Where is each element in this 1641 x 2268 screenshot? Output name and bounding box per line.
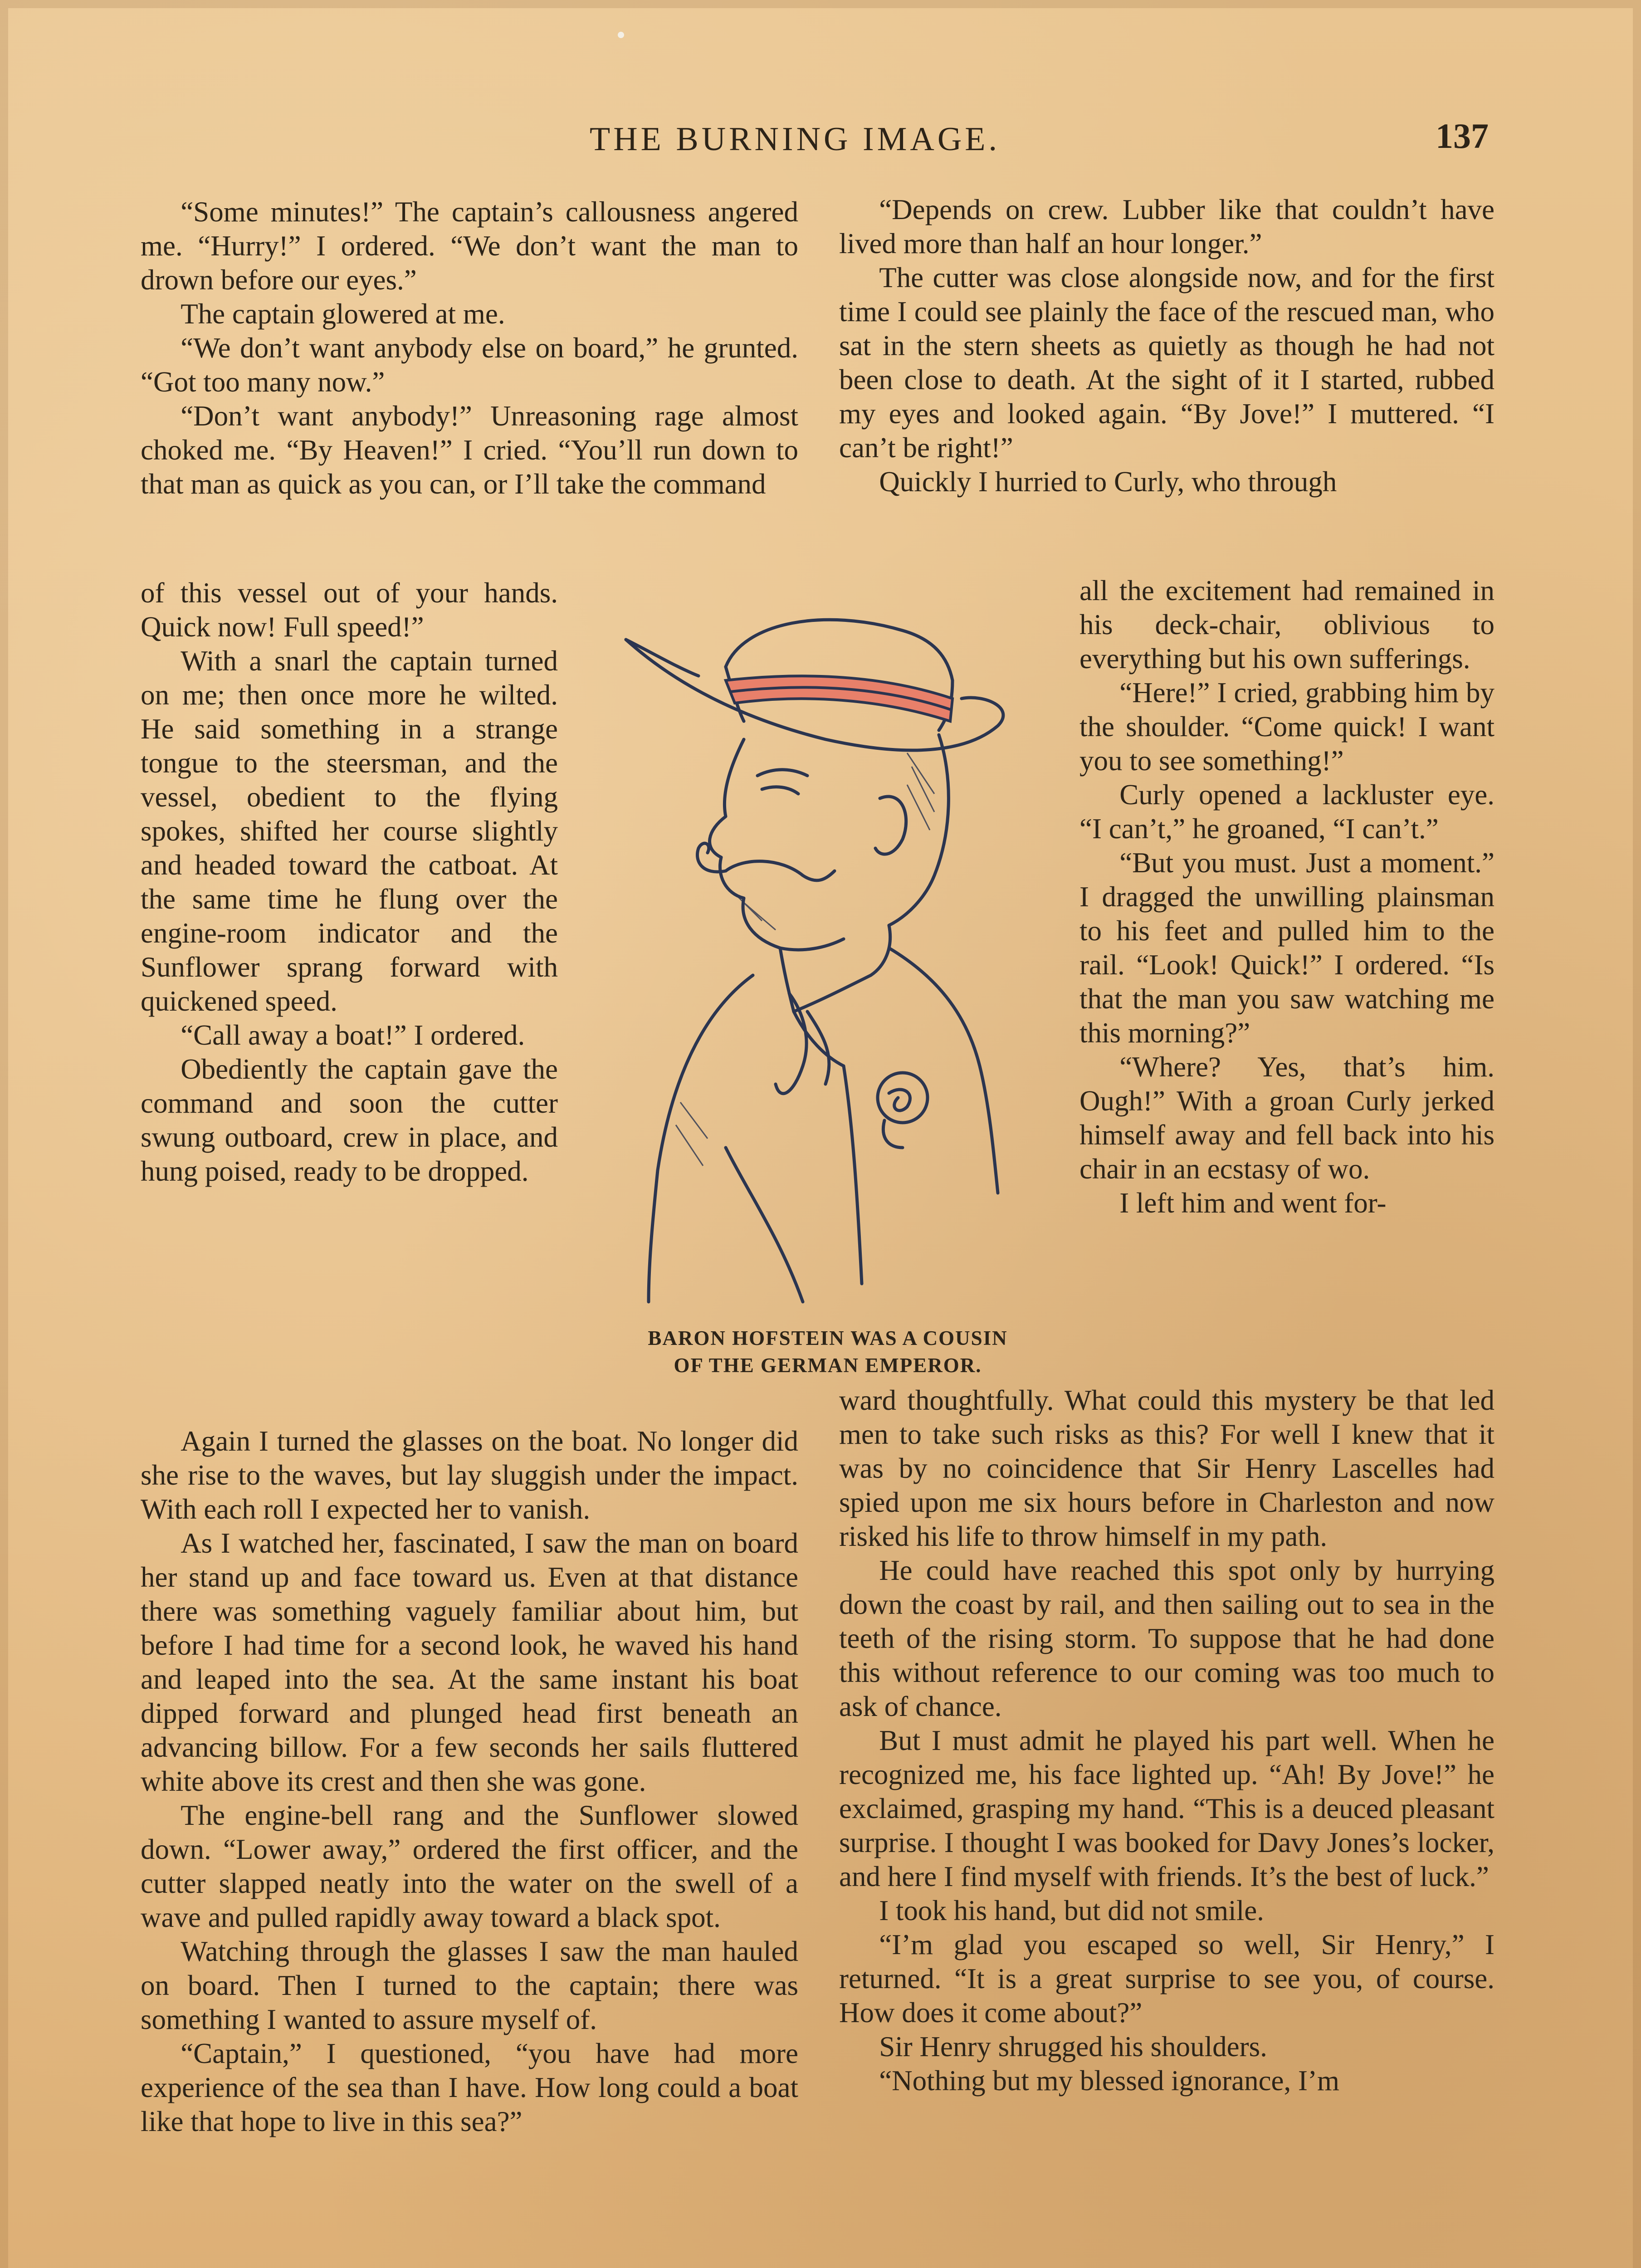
paragraph: “I’m glad you escaped so well, Sir Henry,” I returned. “It is a great surprise to see you, of course. How does it come about?” — [839, 1929, 1494, 2028]
paragraph: The engine-bell rang and the Sunflower slowed down. “Lower away,” ordered the first officer, and the cutter slapped neatly into the water on the swell of a wave and pulled rapidly away toward a black spot. — [141, 1799, 798, 1933]
page-number: 137 — [1436, 116, 1489, 156]
paragraph: all the excitement had remained in his deck-chair, oblivious to everything but his own sufferings. — [1079, 575, 1494, 675]
man-in-straw-hat-portrait-icon — [590, 603, 1052, 1311]
left-column-top — [141, 195, 798, 501]
paragraph: Obediently the captain gave the command and soon the cutter swung outboard, crew in place, and hung poised, ready to be dropped. — [141, 1053, 558, 1187]
right-column-wrap — [1079, 574, 1494, 1220]
paragraph: Curly opened a lackluster eye. “I can’t,” he groaned, “I can’t.” — [1079, 779, 1494, 845]
paragraph: Sir Henry shrugged his shoulders. — [879, 2031, 1267, 2063]
paragraph: “Depends on crew. Lubber like that couldn’t have lived more than half an hour longer.” — [839, 194, 1494, 259]
paragraph: ward thoughtfully. What could this mystery be that led men to take such risks as this? For well I knew that it was by no coincidence that Sir Henry Lascelles had spied upon me six hours before in Charleston and now risked his life to throw himself in my path. — [839, 1384, 1494, 1552]
paragraph: “Some minutes!” The captain’s callousness angered me. “Hurry!” I ordered. “We don’t want the man to drown before our eyes.” — [141, 196, 798, 296]
paragraph: But I must admit he played his part well. When he recognized me, his face lighted up. “Ah! By Jove!” he exclaimed, grasping my hand. “This is a deuced pleasant surprise. I thought I was booked for Davy Jones’s locker, and here I find myself with friends. It’s the best of luck.” — [839, 1725, 1494, 1892]
paragraph: “But you must. Just a moment.” I dragged the unwilling plainsman to his feet and pulled him to the rail. “Look! Quick!” I ordered. “Is that the man you saw watching me this morning?” — [1079, 847, 1494, 1049]
paper-speck — [618, 32, 624, 38]
right-column-top — [839, 193, 1494, 499]
caption-line: BARON HOFSTEIN WAS A COUSIN — [648, 1327, 1008, 1349]
paragraph: “Nothing but my blessed ignorance, I’m — [879, 2065, 1339, 2097]
paragraph: As I watched her, fascinated, I saw the man on board her stand up and face toward us. Even at that distance there was something vaguely familiar about him, but before I had time for a second look, he waved his hand and leaped into the sea. At the same instant his boat dipped forward and plunged head first beneath an advancing billow. For a few seconds her sails fluttered white above its crest and then she was gone. — [141, 1527, 798, 1797]
paragraph: The captain glowered at me. — [181, 298, 505, 330]
paragraph: Quickly I hurried to Curly, who through — [879, 466, 1337, 498]
paragraph: “Here!” I cried, grabbing him by the shoulder. “Come quick! I want you to see something!” — [1079, 677, 1494, 777]
caption-line: OF THE GERMAN EMPEROR. — [674, 1354, 982, 1377]
paragraph: The cutter was close alongside now, and for the first time I could see plainly the face of the rescued man, who sat in the stern sheets as quietly as though he had not been close to death. At the sight of it I started, rubbed my eyes and looked again. “By Jove!” I muttered. “I can’t be right!” — [839, 262, 1494, 464]
paragraph: I left him and went for- — [1119, 1187, 1387, 1219]
paragraph: “Don’t want anybody!” Unreasoning rage almost choked me. “By Heaven!” I cried. “You’ll run down to that man as quick as you can, or I’ll take the command — [141, 400, 798, 500]
paragraph: “We don’t want anybody else on board,” he grunted. “Got too many now.” — [141, 332, 798, 398]
illustration-caption — [603, 1325, 1052, 1379]
right-column-bottom — [839, 1383, 1494, 2098]
paragraph: Again I turned the glasses on the boat. No longer did she rise to the waves, but lay sluggish under the impact. With each roll I expected her to vanish. — [141, 1425, 798, 1525]
paragraph: With a snarl the captain turned on me; then once more he wilted. He said something in a strange tongue to the steersman, and the vessel, obedient to the flying spokes, shifted her course slightly and headed toward the catboat. At the same time he flung over the engine-room indicator and the Sunflower sprang forward with quickened speed. — [141, 645, 558, 1017]
paragraph: Watching through the glasses I saw the man hauled on board. Then I turned to the captain; there was something I wanted to assure myself of. — [141, 1936, 798, 2035]
paragraph: I took his hand, but did not smile. — [879, 1895, 1264, 1926]
paragraph: He could have reached this spot only by hurrying down the coast by rail, and then sailing out to sea in the teeth of the rising storm. To suppose that he had done this without reference to our coming was too much to ask of chance. — [839, 1554, 1494, 1722]
paragraph: “Where? Yes, that’s him. Ough!” With a groan Curly jerked himself away and fell back into his chair in an ecstasy of wo. — [1079, 1051, 1494, 1185]
paragraph: “Call away a boat!” I ordered. — [181, 1019, 525, 1051]
paragraph: of this vessel out of your hands. Quick now! Full speed!” — [141, 577, 558, 643]
left-column-bottom — [141, 1424, 798, 2139]
paragraph: “Captain,” I questioned, “you have had more experience of the sea than I have. How long could a boat like that hope to live in this sea?” — [141, 2038, 798, 2137]
left-column-wrap — [141, 576, 558, 1188]
running-title: THE BURNING IMAGE. — [590, 121, 1000, 158]
